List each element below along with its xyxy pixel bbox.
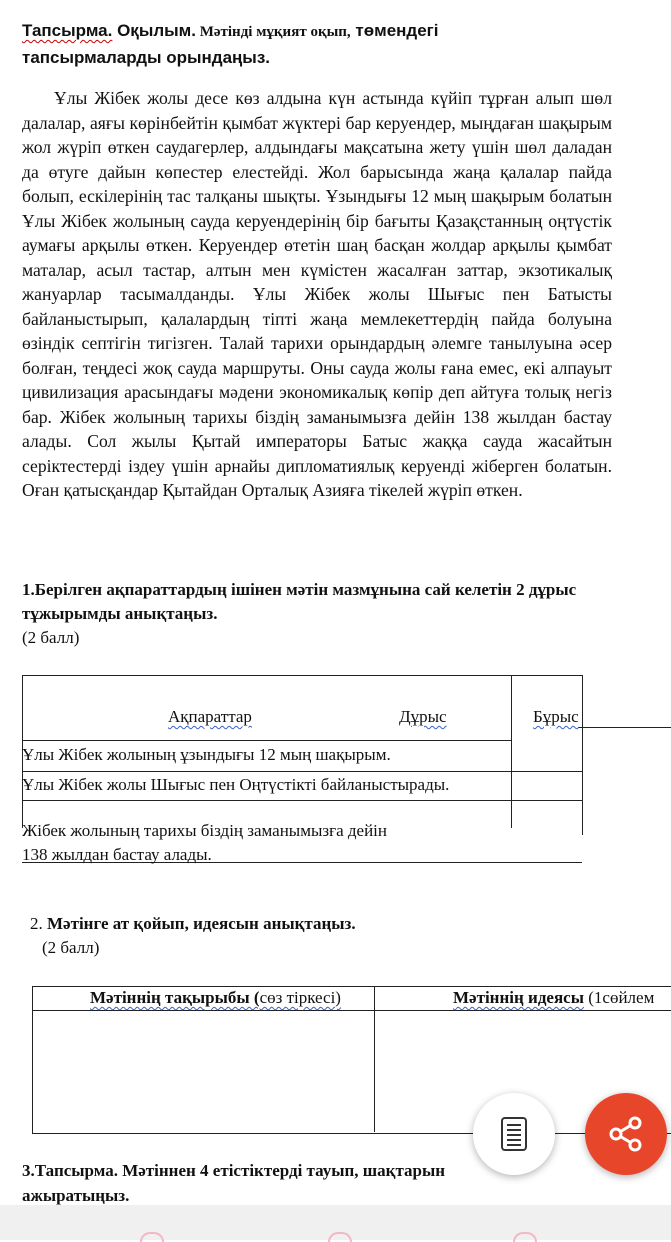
- table1-header-true: Дұрыс: [399, 707, 447, 726]
- question-2-points: (2 балл): [42, 938, 100, 957]
- question-1: [22, 578, 612, 650]
- table1-header-line-ext: [578, 727, 671, 728]
- table1-row-3a: Жібек жолының тарихы біздің заманымызға дейін: [22, 821, 388, 840]
- task-instruction-rest: төмендегі: [350, 21, 439, 40]
- table1-row-1: Ұлы Жібек жолының ұзындығы 12 мың шақырым.: [22, 745, 391, 764]
- question-1-points: (2 балл): [22, 628, 80, 647]
- table2-divider: [374, 986, 375, 1132]
- table1-row-line-1: [22, 771, 582, 772]
- share-fab-button[interactable]: [585, 1093, 667, 1175]
- bottom-deco-1: [140, 1232, 164, 1242]
- question-2: [30, 912, 356, 960]
- table1-top-border: [22, 675, 582, 676]
- task-instruction-small: Мәтінді мұқият оқып,: [195, 24, 351, 40]
- question-1-title: 1.Берілген ақпараттардың ішінен мәтін мазмұнына сай келетін 2 дұрыс тұжырымды анықтаңыз.: [22, 580, 577, 623]
- document-fab-button[interactable]: [473, 1093, 555, 1175]
- bottom-deco-2: [328, 1232, 352, 1242]
- table2-header-line: [32, 1010, 671, 1011]
- question-2-number: 2.: [30, 914, 43, 933]
- question-3-title: 3.Тапсырма. Мәтіннен 4 етістіктерді тауып, шақтарын ажыратыңыз.: [22, 1161, 446, 1205]
- table1-header-info: Ақпараттар: [168, 707, 252, 726]
- table2: [32, 986, 671, 1134]
- reading-passage: Ұлы Жібек жолы десе көз алдына күн астында күйіп тұрған алып шөл далалар, аяғы көрінбейтін қымбат жүктері бар керуендер, мыңдаған шақырым жол жүріп өткен саудагерлер, алдындағы мақсатына жету үшін шөл даладан да өтуге дайын көпестер елестейді. Жол барысында жаңа қалалар пайда болып, ескілерінің тас талқаны шықты. Ұзындығы 12 мың шақырым болатын Ұлы Жібек жолының сауда керуендерінің бір бағыты Қазақстанның оңтүстік аумағы арқылы өткен. Керуендер өтетін шаң басқан жолдар арқылы қымбат маталар, асыл тастар, алтын мен күмістен жасалған заттар, экзотикалық жануарлар тасымалданды. Ұлы Жібек жолы Шығыс пен Батысты байланыстырып, қалалардың тіпті жаңа мемлекеттердің пайда болуына өзіндік септігін тигізген. Талай тарихи орындардың әлемге танылуына әсер болған, теңдесі жоқ сауда маршруты. Оны сауда жолы ғана емес, екі алпауыт цивилизация арасындағы мәдени экономикалық көпір деп айтуға толық негіз бар. Жібек жолының тарихы біздің заманымызға дейін 138 жылдан бастау алады. Сол жылы Қытай императоры Батыс жаққа сауда жасайтын серіктестерді іздеу үшін арнайы дипломатиялық керуенді жіберген болатын. Оған қатысқандар Қытайдан Орталық Азияға тікелей жүріп өткен.: [22, 88, 612, 500]
- task-prefix: Тапсырма.: [22, 21, 113, 40]
- table2-header-idea: Мәтіннің идеясы (1сөйлем: [453, 988, 655, 1007]
- bottom-deco-3: [513, 1232, 537, 1242]
- table1-right-border: [582, 675, 583, 835]
- table1-divider-1: [511, 675, 512, 828]
- question-2-title: Мәтінге ат қойып, идеясын анықтаңыз.: [42, 914, 356, 933]
- task-line2: тапсырмаларды орындаңыз.: [22, 48, 270, 67]
- table2-header-topic: Мәтіннің тақырыбы (сөз тіркесі): [90, 988, 341, 1007]
- table1-header-line: [22, 740, 512, 741]
- task-label: Оқылым.: [112, 21, 196, 40]
- document-icon: [499, 1116, 529, 1152]
- table1-header-false: Бұрыс: [533, 707, 579, 726]
- table1-row-line-2: [22, 800, 582, 801]
- table1-row-3b: 138 жылдан бастау алады.: [22, 845, 212, 864]
- share-icon: [606, 1114, 646, 1154]
- task-heading: [22, 18, 642, 70]
- table1-row-2: Ұлы Жібек жолы Шығыс пен Оңтүстікті байланыстырады.: [22, 775, 450, 794]
